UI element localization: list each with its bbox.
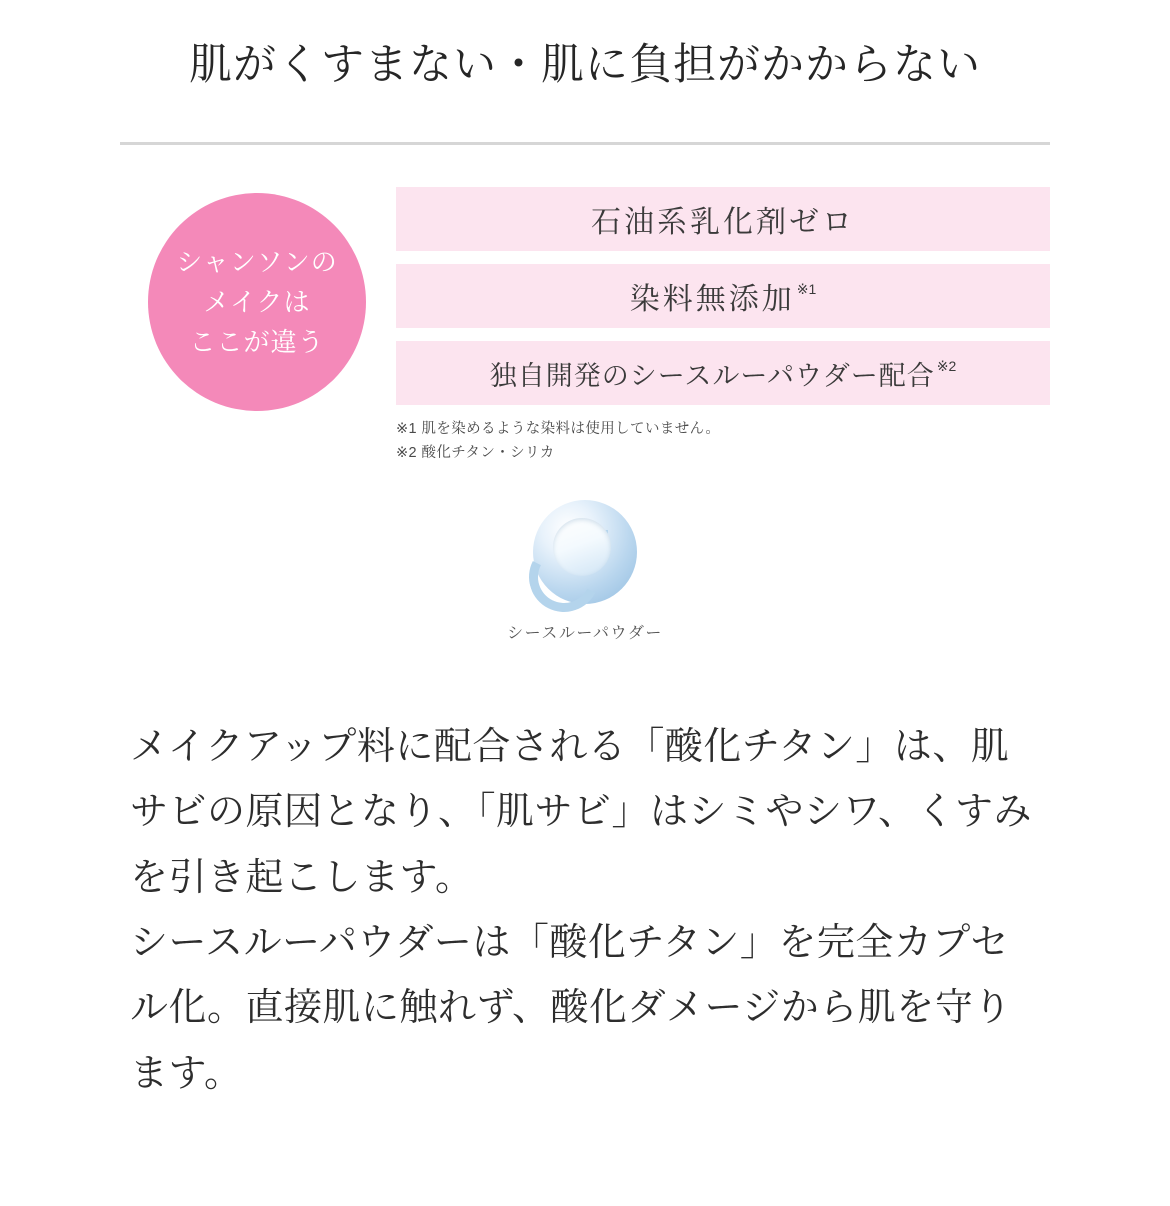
feature-item-3-note-marker: ※2 (936, 357, 957, 374)
footnote-1: ※1 肌を染めるような染料は使用していません。 (396, 421, 721, 438)
footnotes (396, 418, 1050, 466)
powder-illustration-block (120, 500, 1050, 643)
powder-sphere-icon (533, 500, 637, 604)
section-divider (120, 142, 1050, 145)
feature-list (396, 187, 1050, 466)
brand-badge-line-3: ここが違う (189, 327, 325, 358)
body-paragraph-1: メイクアップ料に配合される「酸化チタン」は、肌サビの原因となり、「肌サビ」はシミやシワ、くすみを引き起こします。 (130, 725, 1032, 899)
brand-badge-line-1: シャンソンの (176, 246, 338, 277)
body-paragraph-2: シースルーパウダーは「酸化チタン」を完全カプセル化。直接肌に触れず、酸化ダメージから肌を守ります。 (130, 921, 1012, 1095)
brand-badge (148, 193, 366, 411)
feature-item-3-label: 独自開発のシースルーパウダー配合 (489, 360, 935, 391)
powder-caption: シースルーパウダー (507, 624, 663, 642)
page-root (0, 36, 1170, 1107)
feature-item-2-note-marker: ※1 (796, 280, 817, 297)
feature-item-2 (396, 264, 1050, 328)
feature-item-1 (396, 187, 1050, 251)
feature-item-3 (396, 341, 1050, 405)
footnote-2: ※2 酸化チタン・シリカ (396, 444, 555, 461)
feature-item-1-label: 石油系乳化剤ゼロ (591, 206, 855, 240)
feature-block (120, 187, 1050, 466)
feature-item-2-label: 染料無添加 (629, 283, 795, 317)
page-title: 肌がくすまない・肌に負担がかからない (189, 41, 981, 89)
body-copy (130, 715, 1040, 1107)
brand-badge-line-2: メイクは (203, 286, 311, 317)
